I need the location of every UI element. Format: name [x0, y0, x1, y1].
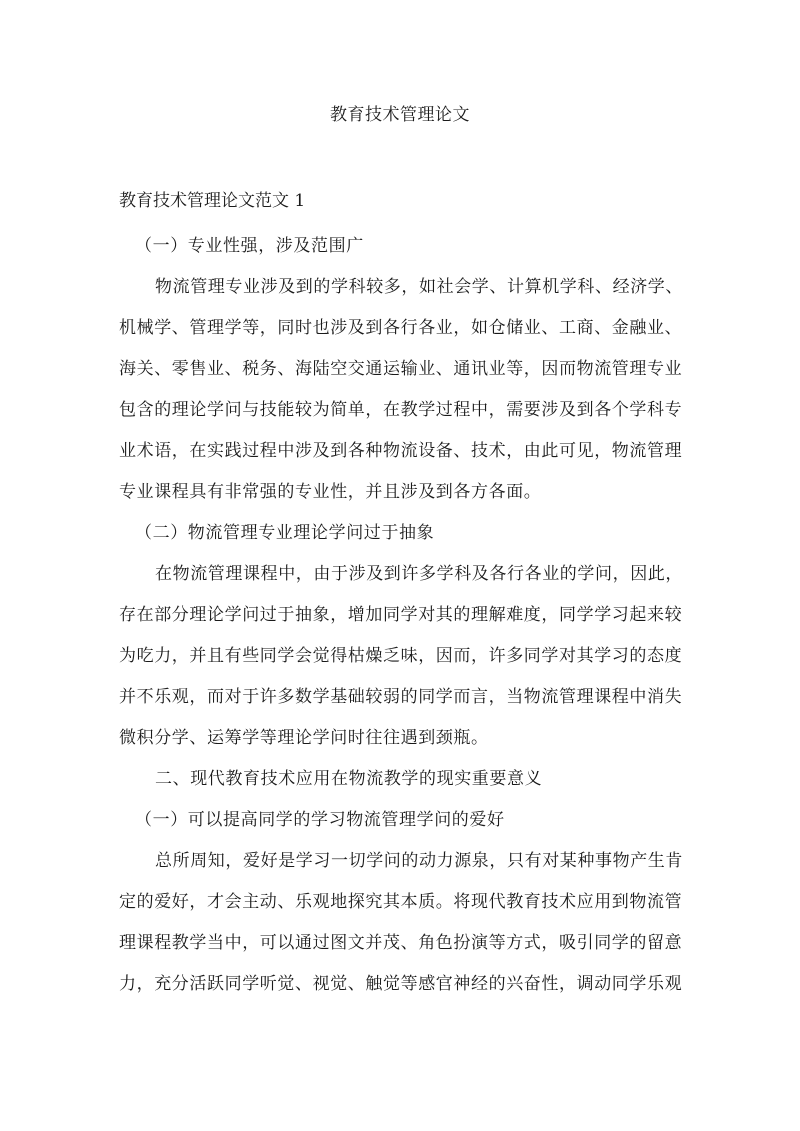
- subheading-2: （二）物流管理专业理论学问过于抽象: [135, 523, 435, 543]
- text-line: 专业课程具有非常强的专业性，并且涉及到各方各面。: [119, 482, 542, 502]
- text-line: 为吃力，并且有些同学会觉得枯燥乏味，因而，许多同学对其学习的态度: [119, 646, 683, 666]
- page-title: 教育技术管理论文: [330, 105, 470, 125]
- text-line: 定的爱好，才会主动、乐观地探究其本质。将现代教育技术应用到物流管: [119, 892, 683, 912]
- subheading-3: （一）可以提高同学的学习物流管理学问的爱好: [135, 810, 505, 830]
- text-line: 机械学、管理学等，同时也涉及到各行各业，如仓储业、工商、金融业、: [119, 318, 683, 338]
- text-line: 总所周知，爱好是学习一切学问的动力源泉，只有对某种事物产生肯: [155, 851, 683, 871]
- document-subtitle: 教育技术管理论文范文 1: [119, 191, 306, 211]
- paragraph-3: [119, 841, 683, 1005]
- document-body: [119, 226, 683, 1005]
- text-line: 存在部分理论学问过于抽象，增加同学对其的理解难度，同学学习起来较: [119, 605, 683, 625]
- paragraph-1: [119, 267, 683, 513]
- text-line: 物流管理专业涉及到的学科较多，如社会学、计算机学科、经济学、: [155, 277, 683, 297]
- text-line: 业术语，在实践过程中涉及到各种物流设备、技术，由此可见，物流管理: [119, 441, 683, 461]
- text-line: 微积分学、运筹学等理论学问时往往遇到颈瓶。: [119, 728, 489, 748]
- paragraph-2: [119, 554, 683, 759]
- text-line: 包含的理论学问与技能较为简单，在教学过程中，需要涉及到各个学科专: [119, 400, 683, 420]
- subheading-1: （一）专业性强，涉及范围广: [135, 236, 364, 256]
- text-line: 力，充分活跃同学听觉、视觉、触觉等感官神经的兴奋性，调动同学乐观: [119, 974, 683, 994]
- text-line: 并不乐观，而对于许多数学基础较弱的同学而言，当物流管理课程中消失: [119, 687, 683, 707]
- text-line: 理课程教学当中，可以通过图文并茂、角色扮演等方式，吸引同学的留意: [119, 933, 683, 953]
- text-line: 在物流管理课程中，由于涉及到许多学科及各行各业的学问，因此，: [155, 564, 683, 584]
- text-line: 海关、零售业、税务、海陆空交通运输业、通讯业等，因而物流管理专业: [119, 359, 683, 379]
- section-heading: 二、现代教育技术应用在物流教学的现实重要意义: [155, 769, 543, 789]
